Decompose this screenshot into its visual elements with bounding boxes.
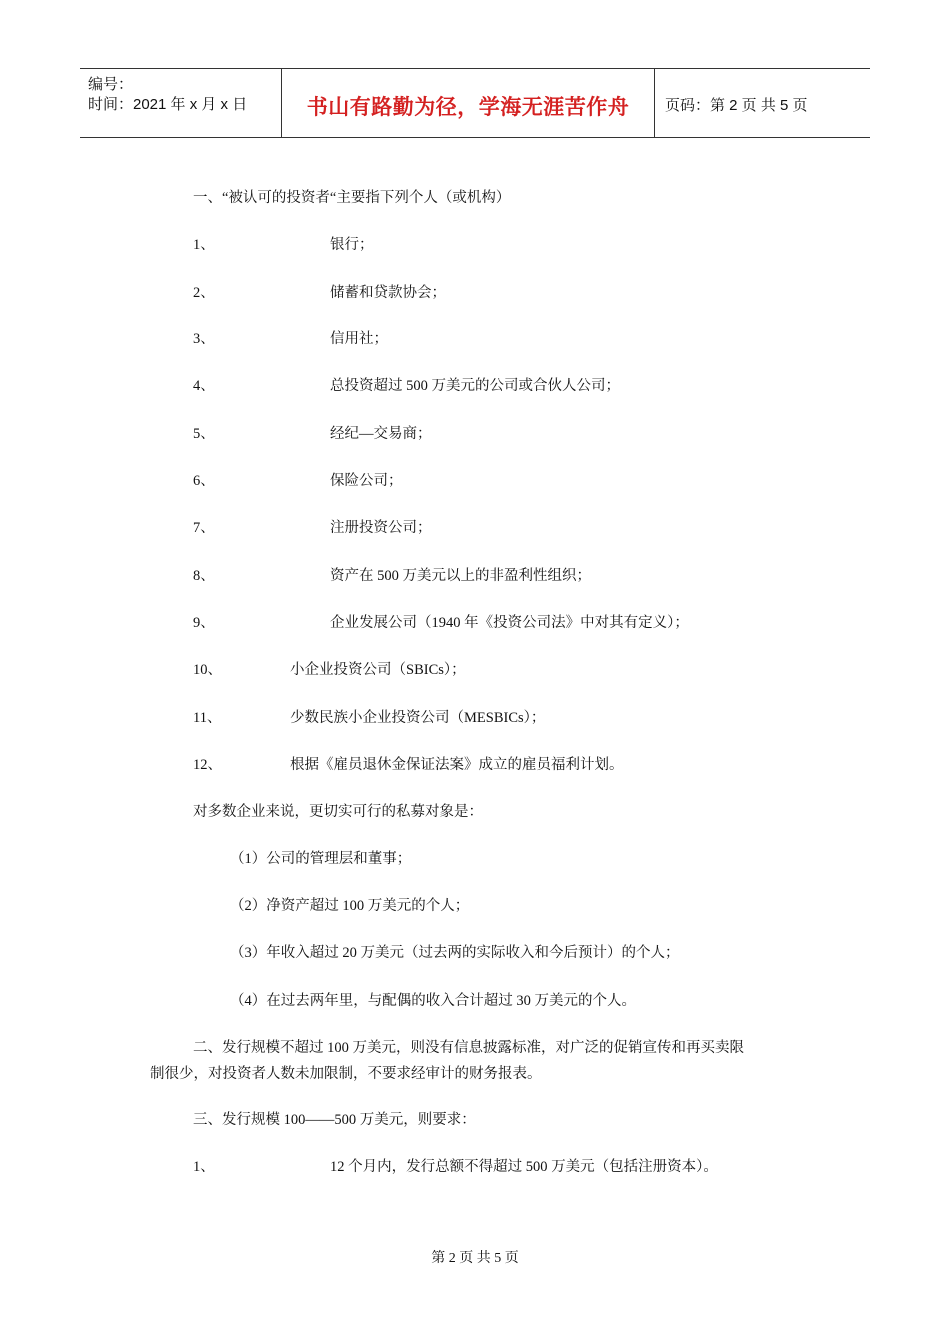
item-text: 根据《雇员退休金保证法案》成立的雇员福利计划。: [290, 757, 624, 773]
item-number: 1、: [193, 237, 215, 253]
time-label: 时间：2021 年 x 月 x 日: [88, 96, 248, 113]
item-number: 7、: [193, 520, 215, 536]
item-number: 11、: [193, 710, 222, 726]
item-number: 5、: [193, 426, 215, 442]
item-number: 3、: [193, 331, 215, 347]
item-text: 银行；: [330, 237, 374, 253]
item-number: 12、: [193, 757, 222, 773]
item-number: 8、: [193, 568, 215, 584]
section1-title: 一、“被认可的投资者“主要指下列个人（或机构）: [193, 190, 511, 206]
private-item: （3）年收入超过 20 万美元（过去两的实际收入和今后预计）的个人；: [230, 945, 680, 961]
private-item: （1）公司的管理层和董事；: [230, 851, 412, 867]
page-footer: 第 2 页 共 5 页: [431, 1251, 519, 1266]
page-header: [80, 68, 870, 138]
item-text: 12 个月内，发行总额不得超过 500 万美元（包括注册资本）。: [330, 1159, 718, 1175]
item-number: 10、: [193, 662, 222, 678]
item-text: 注册投资公司；: [330, 520, 432, 536]
item-text: 经纪—交易商；: [330, 426, 432, 442]
header-motto-cell: [281, 69, 655, 137]
item-text: 小企业投资公司（SBICs）；: [290, 662, 466, 678]
item-text: 储蓄和贷款协会；: [330, 285, 446, 301]
page-label: 页码：第 2 页 共 5 页: [665, 97, 808, 114]
item-number: 1、: [193, 1159, 215, 1175]
item-number: 4、: [193, 378, 215, 394]
item-text: 保险公司；: [330, 473, 403, 489]
item-number: 6、: [193, 473, 215, 489]
section2-line2: 制很少，对投资者人数未加限制，不要求经审计的财务报表。: [150, 1066, 542, 1082]
private-item: （4）在过去两年里，与配偶的收入合计超过 30 万美元的个人。: [230, 993, 636, 1009]
item-text: 企业发展公司（1940 年《投资公司法》中对其有定义）；: [330, 615, 689, 631]
section3-title: 三、发行规模 100——500 万美元，则要求：: [193, 1112, 476, 1128]
item-number: 2、: [193, 285, 215, 301]
item-text: 少数民族小企业投资公司（MESBICs）；: [290, 710, 546, 726]
item-text: 资产在 500 万美元以上的非盈利性组织；: [330, 568, 591, 584]
private-item: （2）净资产超过 100 万美元的个人；: [230, 898, 470, 914]
motto-text: 书山有路勤为径，学海无涯苦作舟: [306, 96, 630, 119]
section2-line1: 二、发行规模不超过 100 万美元，则没有信息披露标准，对广泛的促销宣传和再买卖限: [193, 1040, 744, 1056]
item-number: 9、: [193, 615, 215, 631]
private-intro: 对多数企业来说，更切实可行的私募对象是：: [193, 804, 483, 820]
header-page-cell: [655, 69, 870, 137]
item-text: 信用社；: [330, 331, 388, 347]
item-text: 总投资超过 500 万美元的公司或合伙人公司；: [330, 378, 620, 394]
number-label: 编号：: [88, 76, 134, 93]
header-meta-cell: [80, 69, 280, 137]
